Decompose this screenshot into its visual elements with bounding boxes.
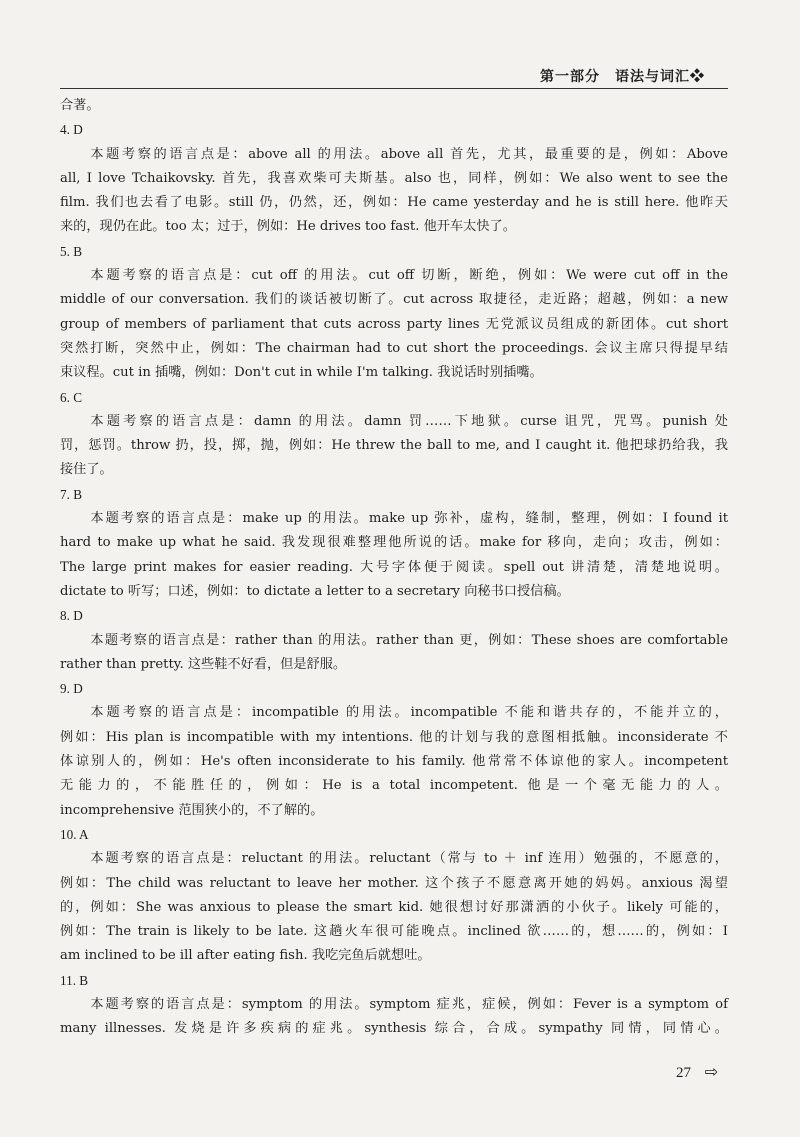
text-line: all, I love Tchaikovsky. 首先，我喜欢柴可夫斯基。also 也，同样，例如：We also went to see the	[60, 170, 728, 186]
answer-number: 10. A	[60, 826, 89, 842]
answer-5	[60, 240, 728, 386]
text-line: 本题考察的语言点是：make up 的用法。make up 弥补，虚构，缝制，整理，例如：I found it	[90, 511, 728, 527]
answer-number: 6. C	[60, 389, 82, 405]
running-header: 第一部分 语法与词汇❖	[540, 69, 705, 85]
next-page-arrow-icon: ⇨	[704, 1064, 719, 1081]
page-number: 27	[676, 1065, 691, 1081]
text-line: group of members of parliament that cuts across party lines 无党派议员组成的新团体。cut short	[60, 316, 728, 332]
text-line: 本题考察的语言点是：rather than 的用法。rather than 更，例如：These shoes are comfortable	[90, 632, 728, 648]
text-line: 的，例如：She was anxious to please the smart kid. 她很想讨好那潇洒的小伙子。likely 可能的，	[60, 899, 728, 915]
answer-number: 7. B	[60, 486, 82, 502]
answer-number: 11. B	[60, 972, 89, 988]
text-line: am inclined to be ill after eating fish. 我吃完鱼后就想吐。	[60, 948, 431, 964]
text-line: 罚，惩罚。throw 扔，投，掷，抛，例如：He threw the ball to me, and I caught it. 他把球扔给我，我	[60, 438, 728, 454]
text-line: 无能力的，不能胜任的，例如：He is a total incompetent. 他是一个毫无能力的人。	[60, 778, 728, 794]
text-line: 体谅别人的，例如：He's often inconsiderate to his family. 他常常不体谅他的家人。incompetent	[60, 754, 728, 770]
page-content	[60, 94, 728, 1042]
text-line: 本题考察的语言点是：symptom 的用法。symptom 症兆，症候，例如：Fever is a symptom of	[90, 996, 728, 1012]
text-line: 本题考察的语言点是：cut off 的用法。cut off 切断，断绝，例如：We were cut off in the	[90, 268, 728, 284]
answer-number: 4. D	[60, 122, 83, 138]
text-line: incomprehensive 范围狭小的，不了解的。	[60, 802, 324, 818]
text-line: 例如：The train is likely to be late. 这趟火车很可能晚点。inclined 欲……的，想……的，例如：I	[60, 924, 728, 940]
answer-8	[60, 604, 728, 677]
text-line: 本题考察的语言点是：above all 的用法。above all 首先，尤其，最重要的是，例如：Above	[90, 146, 728, 162]
header-rule	[60, 88, 728, 89]
text-line: 例如：His plan is incompatible with my intentions. 他的计划与我的意图相抵触。inconsiderate 不	[60, 729, 728, 745]
text-line: 来的，现仍在此。too 太；过于，例如：He drives too fast. 他开车太快了。	[60, 219, 516, 235]
text-line: 例如：The child was reluctant to leave her mother. 这个孩子不愿意离开她的妈妈。anxious 渴望	[60, 875, 728, 891]
text-line: 本题考察的语言点是：damn 的用法。damn 罚……下地狱。curse 诅咒，咒骂。punish 处	[90, 413, 728, 429]
text-line: 本题考察的语言点是：reluctant 的用法。reluctant（常与 to ＋ inf 连用）勉强的，不愿意的，	[90, 851, 728, 867]
text-line: rather than pretty. 这些鞋不好看，但是舒服。	[60, 656, 347, 672]
text-line: middle of our conversation. 我们的谈话被切断了。cut across 取捷径，走近路；超越，例如：a new	[60, 292, 728, 308]
text-line: hard to make up what he said. 我发现很难整理他所说的话。make for 移向，走向；攻击，例如：	[60, 535, 728, 551]
page-footer	[676, 1062, 718, 1082]
answer-11	[60, 969, 728, 1042]
text-line: 合著。	[60, 98, 100, 113]
text-line: many illnesses. 发烧是许多疾病的症兆。synthesis 综合，合成。sympathy 同情，同情心。	[60, 1021, 728, 1037]
answer-7	[60, 483, 728, 604]
answer-9	[60, 677, 728, 823]
text-line: 接住了。	[60, 462, 113, 478]
answer-number: 9. D	[60, 681, 83, 697]
answer-6	[60, 386, 728, 483]
answer-number: 5. B	[60, 243, 82, 259]
text-line: 本题考察的语言点是：incompatible 的用法。incompatible 不能和谐共存的，不能并立的，	[90, 705, 728, 721]
answer-4	[60, 118, 728, 239]
text-line: The large print makes for easier reading. 大号字体便于阅读。spell out 讲清楚，清楚地说明。	[60, 559, 728, 575]
text-line: dictate to 听写；口述，例如：to dictate a letter to a secretary 向秘书口授信稿。	[60, 583, 570, 599]
answer-number: 8. D	[60, 608, 83, 624]
answer-10	[60, 823, 728, 969]
text-line: film. 我们也去看了电影。still 仍，仍然，还，例如：He came yesterday and he is still here. 他昨天	[60, 195, 728, 211]
text-line: 突然打断，突然中止，例如：The chairman had to cut short the proceedings. 会议主席只得提早结	[60, 340, 728, 356]
text-line: 束议程。cut in 插嘴，例如：Don't cut in while I'm talking. 我说话时别插嘴。	[60, 365, 543, 381]
